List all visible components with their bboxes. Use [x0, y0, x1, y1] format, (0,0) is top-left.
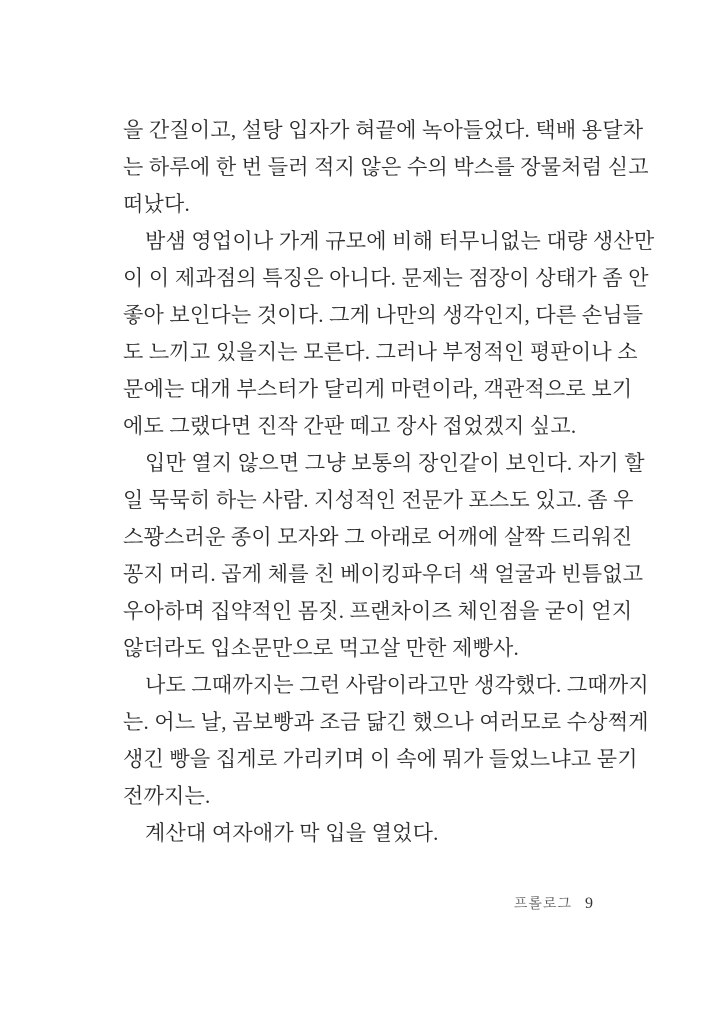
text-line: 을 간질이고, 설탕 입자가 혀끝에 녹아들었다. 택배 용달차: [123, 118, 644, 142]
text-line: 는. 어느 날, 곰보빵과 조금 닮긴 했으나 여러모로 수상쩍게: [123, 710, 649, 734]
text-line: 에도 그랬다면 진작 간판 떼고 장사 접었겠지 싶고.: [123, 414, 577, 438]
text-line: 생긴 빵을 집게로 가리키며 이 속에 뭐가 들었느냐고 묻기: [123, 747, 638, 771]
text-line: 문에는 대개 부스터가 달리게 마련이라, 객관적으로 보기: [123, 377, 633, 401]
paragraph: [123, 667, 649, 815]
text-line: 밤샘 영업이나 가게 규모에 비해 터무니없는 대량 생산만: [145, 229, 655, 253]
text-line: 꽁지 머리. 곱게 체를 친 베이킹파우더 색 얼굴과 빈틈없고: [123, 562, 644, 586]
text-line: 입만 열지 않으면 그냥 보통의 장인같이 보인다. 자기 할: [145, 451, 645, 475]
text-line: 않더라도 입소문만으로 먹고살 만한 제빵사.: [123, 636, 519, 660]
paragraph: [123, 223, 655, 445]
text-line: 좋아 보인다는 것이다. 그게 나만의 생각인지, 다른 손님들: [123, 303, 644, 327]
text-line: 나도 그때까지는 그런 사람이라고만 생각했다. 그때까지: [145, 673, 649, 697]
running-footer: [514, 893, 593, 913]
text-line: 떠났다.: [123, 192, 190, 216]
paragraph: [123, 445, 645, 667]
text-line: 스꽝스러운 종이 모자와 그 아래로 어깨에 살짝 드리워진: [123, 525, 633, 549]
section-title: 프롤로그: [513, 897, 572, 912]
text-line: 이 이 제과점의 특징은 아니다. 문제는 점장이 상태가 좀 안: [123, 266, 649, 290]
text-line: 는 하루에 한 번 들러 적지 않은 수의 박스를 장물처럼 싣고: [123, 155, 649, 179]
text-line: 우아하며 집약적인 몸짓. 프랜차이즈 체인점을 굳이 얻지: [123, 599, 633, 623]
paragraph: [123, 815, 593, 852]
text-line: 전까지는.: [123, 784, 211, 808]
page-number: 9: [585, 895, 593, 912]
text-line: 계산대 여자애가 막 입을 열었다.: [145, 821, 439, 845]
body-text: [123, 112, 655, 852]
text-line: 일 묵묵히 하는 사람. 지성적인 전문가 포스도 있고. 좀 우: [123, 488, 634, 512]
paragraph: [123, 112, 649, 223]
text-line: 도 느끼고 있을지는 모른다. 그러나 부정적인 평판이나 소: [123, 340, 638, 364]
